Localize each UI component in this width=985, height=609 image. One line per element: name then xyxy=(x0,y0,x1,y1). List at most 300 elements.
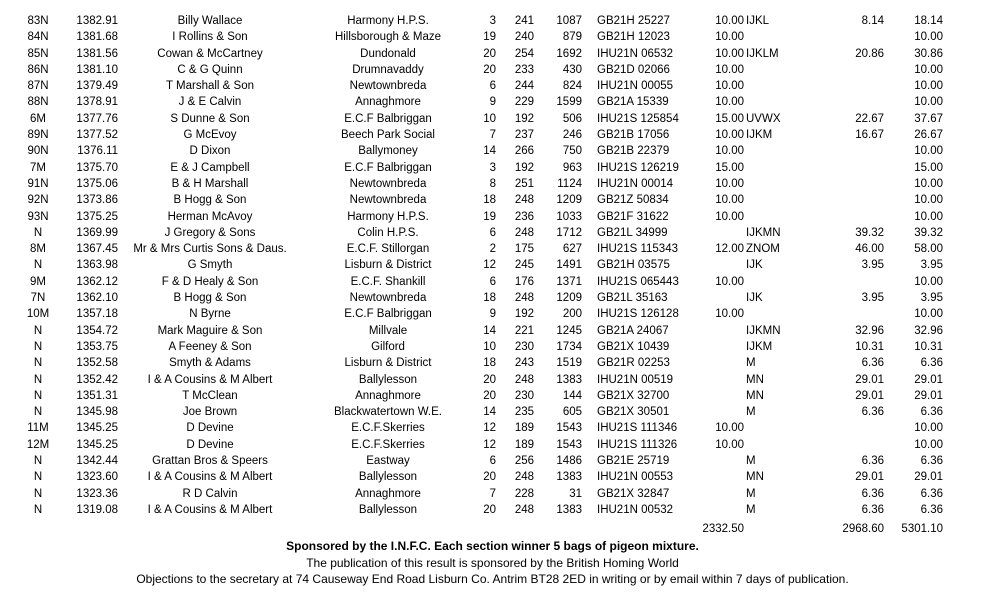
total-cell: 10.00 xyxy=(914,80,943,93)
position-cell: N xyxy=(33,373,43,386)
total-cell: 10.00 xyxy=(914,63,943,76)
birds-sent-cell: 20 xyxy=(483,389,496,402)
pool-amount-cell: 6.36 xyxy=(861,503,884,516)
distance-cell: 1245 xyxy=(556,324,582,337)
distance-cell: 1124 xyxy=(557,177,582,190)
grand-total: 5301.10 xyxy=(901,523,943,535)
velocity-cell: 1363.98 xyxy=(76,259,118,272)
fancier-name-cell: A Feeney & Son xyxy=(168,340,252,353)
fancier-name-cell: Mark Maguire & Son xyxy=(157,324,263,337)
birds-count-cell: 245 xyxy=(514,259,534,272)
birds-count-cell: 248 xyxy=(514,292,534,305)
total-cell: 30.86 xyxy=(914,47,943,60)
distance-cell: 750 xyxy=(562,145,582,158)
distance-cell: 506 xyxy=(562,112,582,125)
fancier-name-cell: I & A Cousins & M Albert xyxy=(147,503,273,516)
club-cell: Hillsborough & Maze xyxy=(334,31,442,44)
velocity-cell: 1379.49 xyxy=(76,80,118,93)
birds-sent-cell: 12 xyxy=(483,438,496,451)
distance-cell: 1371 xyxy=(556,275,582,288)
birds-count-cell: 221 xyxy=(514,324,534,337)
pool-amount-cell: 29.01 xyxy=(855,373,884,386)
pool-codes-cell: IJK xyxy=(746,292,763,305)
ring-number-cell: IHU21N 06532 xyxy=(597,47,674,60)
ring-number-cell: IHU21N 00553 xyxy=(597,471,674,484)
position-cell: 93N xyxy=(27,210,49,223)
position-cell: 6M xyxy=(30,112,46,125)
velocity-cell: 1375.70 xyxy=(76,161,118,174)
pool-codes-cell: MN xyxy=(746,373,764,386)
fancier-name-cell: N Byrne xyxy=(189,308,231,321)
position-cell: 7M xyxy=(30,161,46,174)
position-cell: N xyxy=(33,357,43,370)
position-cell: N xyxy=(33,389,43,402)
distance-cell: 963 xyxy=(562,161,582,174)
prize-cell: 12.00 xyxy=(715,243,744,256)
velocity-cell: 1377.76 xyxy=(76,112,118,125)
birds-sent-cell: 18 xyxy=(483,292,496,305)
club-cell: E.C.F.Skerries xyxy=(351,422,425,435)
ring-number-cell: IHU21S 126219 xyxy=(597,161,679,174)
birds-count-cell: 233 xyxy=(514,63,534,76)
pool-amount-cell: 10.31 xyxy=(855,340,884,353)
club-cell: Ballylesson xyxy=(358,503,418,516)
distance-cell: 246 xyxy=(562,129,582,142)
pool-amount-cell: 16.67 xyxy=(855,129,884,142)
velocity-cell: 1378.91 xyxy=(76,96,118,109)
velocity-cell: 1352.42 xyxy=(76,373,118,386)
pool-codes-cell: MN xyxy=(746,471,764,484)
distance-cell: 879 xyxy=(562,31,582,44)
total-cell: 32.96 xyxy=(914,324,943,337)
fancier-name-cell: J & E Calvin xyxy=(178,96,242,109)
ring-number-cell: GB21D 02066 xyxy=(597,63,670,76)
ring-number-cell: IHU21N 00014 xyxy=(597,177,674,190)
club-cell: E.C.F Balbriggan xyxy=(344,161,432,174)
velocity-cell: 1345.25 xyxy=(76,438,118,451)
table-row xyxy=(0,241,985,257)
club-cell: Lisburn & District xyxy=(344,259,432,272)
publication-note: The publication of this result is sponsored by the British Homing World xyxy=(306,556,679,570)
distance-cell: 1209 xyxy=(556,194,582,207)
ring-number-cell: IHU21N 00532 xyxy=(597,503,674,516)
velocity-cell: 1354.72 xyxy=(76,324,118,337)
fancier-name-cell: B Hogg & Son xyxy=(173,292,247,305)
pool-amount-cell: 8.14 xyxy=(861,15,884,27)
distance-cell: 144 xyxy=(562,389,582,402)
total-cell: 18.14 xyxy=(914,15,943,27)
position-cell: 9M xyxy=(30,275,46,288)
birds-sent-cell: 8 xyxy=(489,177,496,190)
fancier-name-cell: B & H Marshall xyxy=(171,177,249,190)
total-cell: 37.67 xyxy=(914,112,943,125)
total-cell: 6.36 xyxy=(920,357,943,370)
total-cell: 6.36 xyxy=(920,406,943,419)
velocity-cell: 1345.25 xyxy=(76,422,118,435)
pool-codes-cell: M xyxy=(746,503,756,516)
pool-codes-cell: IJKM xyxy=(746,340,773,353)
birds-sent-cell: 14 xyxy=(483,145,496,158)
total-cell: 3.95 xyxy=(920,292,943,305)
birds-count-cell: 243 xyxy=(514,357,534,370)
pool-amount-cell: 6.36 xyxy=(861,455,884,468)
table-row xyxy=(0,143,985,159)
table-row xyxy=(0,404,985,420)
total-cell: 39.32 xyxy=(914,226,943,239)
pool-amount-cell: 6.36 xyxy=(861,406,884,419)
birds-sent-cell: 14 xyxy=(483,324,496,337)
birds-sent-cell: 12 xyxy=(483,259,496,272)
distance-cell: 1033 xyxy=(556,210,582,223)
distance-cell: 1712 xyxy=(556,226,582,239)
distance-cell: 824 xyxy=(562,80,582,93)
distance-cell: 1543 xyxy=(556,422,582,435)
table-row xyxy=(0,420,985,436)
position-cell: 84N xyxy=(27,31,49,44)
club-cell: E.C.F Balbriggan xyxy=(344,308,432,321)
position-cell: 89N xyxy=(27,129,49,142)
birds-sent-cell: 19 xyxy=(483,210,496,223)
club-cell: E.C.F. Stillorgan xyxy=(346,243,430,256)
velocity-cell: 1342.44 xyxy=(76,455,118,468)
pool-total: 2968.60 xyxy=(842,523,884,535)
total-cell: 10.00 xyxy=(914,145,943,158)
position-cell: 12M xyxy=(26,438,50,451)
fancier-name-cell: Billy Wallace xyxy=(177,15,243,27)
fancier-name-cell: D Devine xyxy=(186,422,234,435)
club-cell: Newtownbreda xyxy=(349,177,427,190)
birds-sent-cell: 6 xyxy=(489,226,496,239)
club-cell: Harmony H.P.S. xyxy=(347,15,429,27)
sponsor-note: Sponsored by the I.N.F.C. Each section winner 5 bags of pigeon mixture. xyxy=(286,539,699,553)
velocity-cell: 1381.68 xyxy=(76,31,118,44)
position-cell: N xyxy=(33,226,43,239)
birds-count-cell: 248 xyxy=(514,194,534,207)
velocity-cell: 1353.75 xyxy=(76,340,118,353)
pool-amount-cell: 6.36 xyxy=(861,357,884,370)
pool-codes-cell: ZNOM xyxy=(746,243,780,256)
birds-count-cell: 237 xyxy=(514,129,534,142)
position-cell: 10M xyxy=(26,308,50,321)
birds-count-cell: 175 xyxy=(514,243,534,256)
position-cell: 8M xyxy=(30,243,46,256)
total-cell: 10.31 xyxy=(914,340,943,353)
velocity-cell: 1382.91 xyxy=(76,15,118,27)
table-row xyxy=(0,29,985,45)
velocity-cell: 1373.86 xyxy=(76,194,118,207)
prize-cell: 15.00 xyxy=(715,161,744,174)
table-row xyxy=(0,453,985,469)
total-cell: 10.00 xyxy=(914,275,943,288)
birds-sent-cell: 20 xyxy=(483,373,496,386)
position-cell: 85N xyxy=(27,47,49,60)
birds-count-cell: 192 xyxy=(514,112,534,125)
pool-codes-cell: IJKL xyxy=(746,15,770,27)
table-row xyxy=(0,355,985,371)
velocity-cell: 1345.98 xyxy=(76,406,118,419)
fancier-name-cell: S Dunne & Son xyxy=(170,112,250,125)
prize-cell: 10.00 xyxy=(715,129,744,142)
club-cell: Gilford xyxy=(371,340,405,353)
birds-count-cell: 228 xyxy=(514,487,534,500)
prize-cell: 10.00 xyxy=(715,308,744,321)
distance-cell: 1383 xyxy=(556,503,582,516)
velocity-cell: 1323.36 xyxy=(76,487,118,500)
table-row xyxy=(0,192,985,208)
table-row xyxy=(0,306,985,322)
total-cell: 10.00 xyxy=(914,31,943,44)
position-cell: 88N xyxy=(27,96,49,109)
birds-sent-cell: 3 xyxy=(489,15,496,27)
prize-cell: 10.00 xyxy=(715,194,744,207)
total-cell: 10.00 xyxy=(914,308,943,321)
birds-count-cell: 230 xyxy=(514,389,534,402)
table-row xyxy=(0,225,985,241)
ring-number-cell: GB21X 32847 xyxy=(597,487,670,500)
velocity-cell: 1323.60 xyxy=(76,471,118,484)
pool-codes-cell: IJK xyxy=(746,259,763,272)
birds-sent-cell: 6 xyxy=(489,275,496,288)
table-row xyxy=(0,388,985,404)
club-cell: Colin H.P.S. xyxy=(357,226,419,239)
total-cell: 10.00 xyxy=(914,177,943,190)
pool-amount-cell: 29.01 xyxy=(855,471,884,484)
position-cell: N xyxy=(33,324,43,337)
total-cell: 58.00 xyxy=(914,243,943,256)
pool-amount-cell: 22.67 xyxy=(855,112,884,125)
pool-codes-cell: M xyxy=(746,455,756,468)
birds-sent-cell: 7 xyxy=(489,487,496,500)
fancier-name-cell: Mr & Mrs Curtis Sons & Daus. xyxy=(133,243,287,256)
birds-count-cell: 235 xyxy=(514,406,534,419)
objections-note: Objections to the secretary at 74 Causeway End Road Lisburn Co. Antrim BT28 2ED in writing or by email within 7 days of publication. xyxy=(136,572,849,586)
ring-number-cell: IHU21S 111326 xyxy=(597,438,678,451)
total-cell: 6.36 xyxy=(920,503,943,516)
distance-cell: 1209 xyxy=(556,292,582,305)
prize-cell: 15.00 xyxy=(715,112,744,125)
birds-count-cell: 229 xyxy=(514,96,534,109)
prize-cell: 10.00 xyxy=(715,145,744,158)
prize-cell: 10.00 xyxy=(715,275,744,288)
club-cell: Millvale xyxy=(368,324,408,337)
total-cell: 15.00 xyxy=(914,161,943,174)
birds-count-cell: 248 xyxy=(514,373,534,386)
table-row xyxy=(0,502,985,518)
prize-total: 2332.50 xyxy=(702,523,744,535)
distance-cell: 627 xyxy=(562,243,582,256)
ring-number-cell: GB21H 25227 xyxy=(597,15,670,27)
pool-codes-cell: MN xyxy=(746,389,764,402)
birds-sent-cell: 10 xyxy=(483,112,496,125)
position-cell: N xyxy=(33,406,43,419)
club-cell: Newtownbreda xyxy=(349,194,427,207)
total-cell: 10.00 xyxy=(914,422,943,435)
birds-count-cell: 189 xyxy=(514,438,534,451)
birds-count-cell: 254 xyxy=(514,47,534,60)
position-cell: 11M xyxy=(27,422,49,435)
pool-codes-cell: IJKM xyxy=(746,129,773,142)
velocity-cell: 1375.06 xyxy=(76,177,118,190)
velocity-cell: 1375.25 xyxy=(76,210,118,223)
ring-number-cell: IHU21S 126128 xyxy=(597,308,679,321)
pool-codes-cell: M xyxy=(746,357,756,370)
club-cell: Annaghmore xyxy=(355,96,421,109)
position-cell: 92N xyxy=(27,194,49,207)
total-cell: 10.00 xyxy=(914,210,943,223)
table-row xyxy=(0,127,985,143)
total-cell: 6.36 xyxy=(920,487,943,500)
birds-sent-cell: 18 xyxy=(483,357,496,370)
ring-number-cell: GB21A 15339 xyxy=(597,96,669,109)
birds-sent-cell: 7 xyxy=(489,129,496,142)
ring-number-cell: GB21B 17056 xyxy=(597,129,670,142)
fancier-name-cell: I & A Cousins & M Albert xyxy=(147,373,273,386)
ring-number-cell: IHU21S 125854 xyxy=(597,112,679,125)
club-cell: Eastway xyxy=(366,455,410,468)
distance-cell: 31 xyxy=(569,487,582,500)
fancier-name-cell: D Devine xyxy=(186,438,234,451)
birds-count-cell: 241 xyxy=(514,15,534,27)
birds-sent-cell: 9 xyxy=(489,308,496,321)
birds-count-cell: 266 xyxy=(514,145,534,158)
club-cell: Drumnavaddy xyxy=(352,63,424,76)
velocity-cell: 1319.08 xyxy=(76,503,118,516)
birds-count-cell: 248 xyxy=(514,503,534,516)
pool-amount-cell: 46.00 xyxy=(855,243,884,256)
pool-amount-cell: 3.95 xyxy=(861,259,884,272)
ring-number-cell: GB21X 10439 xyxy=(597,340,670,353)
pool-amount-cell: 3.95 xyxy=(861,292,884,305)
velocity-cell: 1376.11 xyxy=(77,145,118,158)
distance-cell: 200 xyxy=(562,308,582,321)
distance-cell: 430 xyxy=(562,63,582,76)
birds-sent-cell: 19 xyxy=(483,31,496,44)
fancier-name-cell: T McClean xyxy=(182,389,238,402)
club-cell: Lisburn & District xyxy=(344,357,432,370)
ring-number-cell: GB21L 34999 xyxy=(597,226,668,239)
distance-cell: 1692 xyxy=(556,47,582,60)
position-cell: 7N xyxy=(30,292,46,305)
ring-number-cell: GB21Z 50834 xyxy=(597,194,669,207)
pool-codes-cell: M xyxy=(746,487,756,500)
table-row xyxy=(0,176,985,192)
total-cell: 29.01 xyxy=(914,471,943,484)
position-cell: N xyxy=(33,503,43,516)
fancier-name-cell: Smyth & Adams xyxy=(169,357,251,370)
velocity-cell: 1377.52 xyxy=(76,129,118,142)
club-cell: Beech Park Social xyxy=(341,129,435,142)
fancier-name-cell: Cowan & McCartney xyxy=(157,47,263,60)
position-cell: 83N xyxy=(27,15,49,27)
pool-amount-cell: 29.01 xyxy=(855,389,884,402)
fancier-name-cell: E & J Campbell xyxy=(170,161,250,174)
birds-count-cell: 176 xyxy=(514,275,534,288)
table-row xyxy=(0,62,985,78)
ring-number-cell: GB21R 02253 xyxy=(597,357,670,370)
fancier-name-cell: B Hogg & Son xyxy=(173,194,247,207)
table-row xyxy=(0,13,985,29)
pool-amount-cell: 20.86 xyxy=(855,47,884,60)
distance-cell: 605 xyxy=(562,406,582,419)
club-cell: Newtownbreda xyxy=(349,292,427,305)
club-cell: Ballylesson xyxy=(358,471,418,484)
ring-number-cell: GB21X 30501 xyxy=(597,406,670,419)
table-row xyxy=(0,160,985,176)
birds-sent-cell: 18 xyxy=(483,194,496,207)
table-row xyxy=(0,257,985,273)
birds-count-cell: 192 xyxy=(514,308,534,321)
table-row xyxy=(0,209,985,225)
distance-cell: 1087 xyxy=(556,15,582,27)
birds-sent-cell: 9 xyxy=(489,96,496,109)
total-cell: 10.00 xyxy=(914,96,943,109)
distance-cell: 1486 xyxy=(556,455,582,468)
ring-number-cell: GB21B 22379 xyxy=(597,145,670,158)
pool-codes-cell: IJKMN xyxy=(746,226,781,239)
prize-cell: 10.00 xyxy=(715,80,744,93)
fancier-name-cell: J Gregory & Sons xyxy=(164,226,256,239)
ring-number-cell: GB21H 12023 xyxy=(597,31,670,44)
ring-number-cell: IHU21N 00055 xyxy=(597,80,674,93)
table-row xyxy=(0,437,985,453)
club-cell: Ballylesson xyxy=(358,373,418,386)
club-cell: Newtownbreda xyxy=(349,80,427,93)
birds-count-cell: 251 xyxy=(514,177,534,190)
club-cell: E.C.F. Shankill xyxy=(350,275,426,288)
total-cell: 26.67 xyxy=(914,129,943,142)
birds-count-cell: 236 xyxy=(514,210,534,223)
birds-sent-cell: 6 xyxy=(489,80,496,93)
prize-cell: 10.00 xyxy=(715,15,744,27)
birds-count-cell: 244 xyxy=(514,80,534,93)
club-cell: Annaghmore xyxy=(355,389,421,402)
prize-cell: 10.00 xyxy=(715,422,744,435)
distance-cell: 1734 xyxy=(556,340,582,353)
position-cell: N xyxy=(33,259,43,272)
position-cell: 87N xyxy=(27,80,49,93)
fancier-name-cell: I Rollins & Son xyxy=(172,31,248,44)
prize-cell: 10.00 xyxy=(715,63,744,76)
birds-count-cell: 256 xyxy=(514,455,534,468)
velocity-cell: 1369.99 xyxy=(76,226,118,239)
pool-codes-cell: UVWX xyxy=(746,112,781,125)
birds-sent-cell: 20 xyxy=(483,47,496,60)
position-cell: N xyxy=(33,455,43,468)
pool-amount-cell: 6.36 xyxy=(861,487,884,500)
fancier-name-cell: T Marshall & Son xyxy=(166,80,254,93)
pool-codes-cell: IJKLM xyxy=(746,47,779,60)
distance-cell: 1383 xyxy=(556,471,582,484)
birds-sent-cell: 2 xyxy=(489,243,496,256)
total-cell: 10.00 xyxy=(914,438,943,451)
prize-cell: 10.00 xyxy=(715,96,744,109)
table-row xyxy=(0,274,985,290)
fancier-name-cell: Joe Brown xyxy=(182,406,238,419)
birds-sent-cell: 6 xyxy=(489,455,496,468)
prize-cell: 10.00 xyxy=(715,177,744,190)
totals-row xyxy=(0,521,985,537)
prize-cell: 10.00 xyxy=(715,31,744,44)
ring-number-cell: GB21L 35163 xyxy=(597,292,668,305)
table-row xyxy=(0,290,985,306)
birds-count-cell: 240 xyxy=(514,31,534,44)
velocity-cell: 1362.10 xyxy=(76,292,118,305)
birds-count-cell: 230 xyxy=(514,340,534,353)
prize-cell: 10.00 xyxy=(715,210,744,223)
table-row xyxy=(0,94,985,110)
table-row xyxy=(0,372,985,388)
fancier-name-cell: F & D Healy & Son xyxy=(161,275,259,288)
